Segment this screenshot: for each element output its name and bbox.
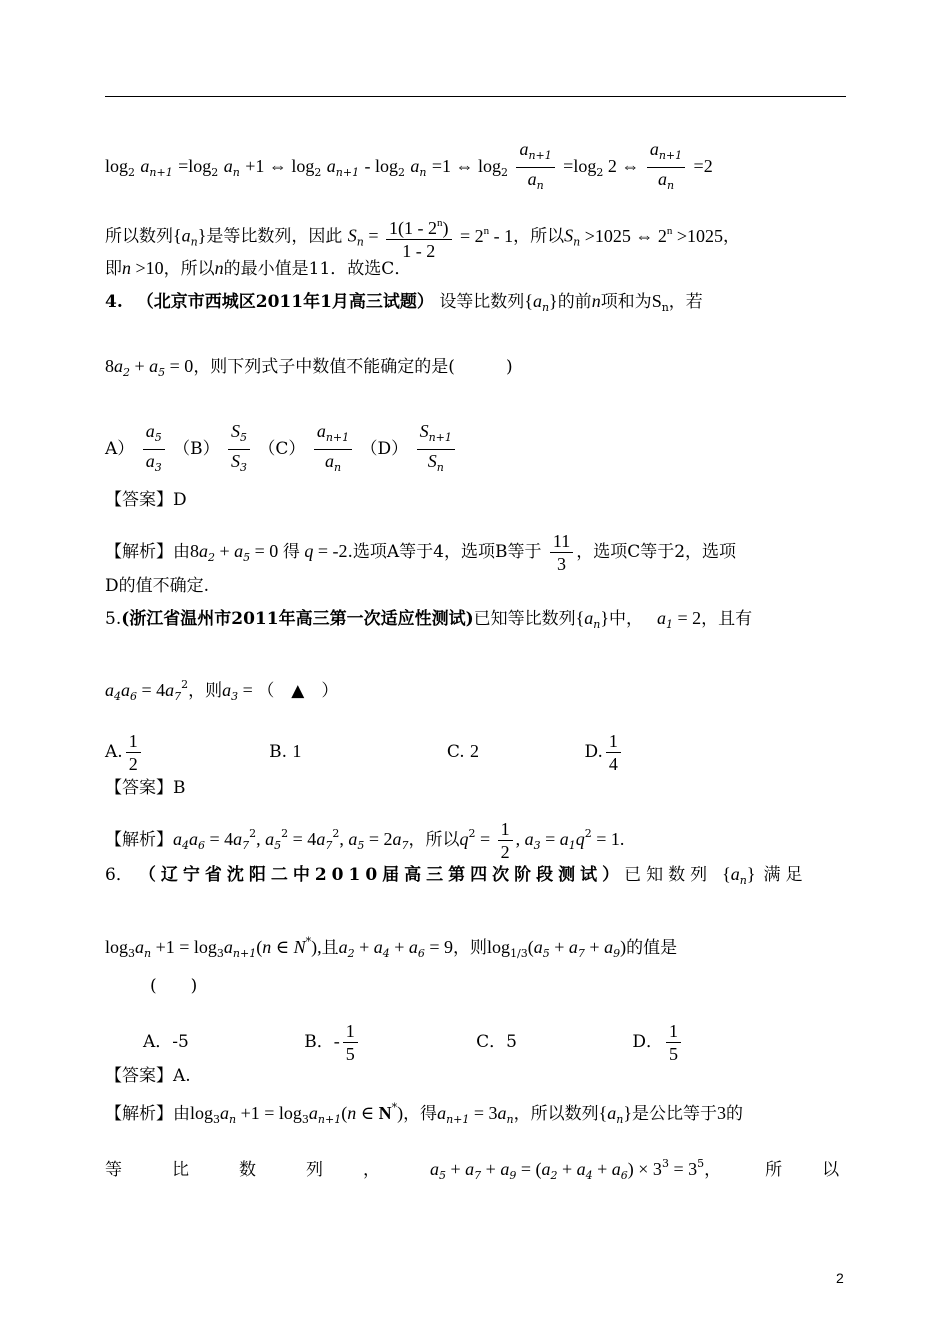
q5-stem: 5.(浙江省温州市2011年高三第一次适应性测试)已知等比数列$\{a_n\}$中， $a_1 = 2$，且有	[105, 608, 753, 631]
q4-explanation: 【解析】由$8a_2 + a_5 = 0$ 得 q = -2.选项A等于4，选项B等于 $\frac{11}{3}$ ，选项C等于2，选项	[105, 531, 737, 574]
q5-explanation: 【解析】$a_4a_6 = 4a_7^2$, $a_5^2 = 4a_7^2$, $a_5 = 2a_7$，所以$q^2$ = $\frac{1}{2}$ , $a_3 = a_1q^2 = 1$.	[105, 819, 625, 862]
q4-answer: 【答案】D	[105, 490, 187, 510]
q5-options: A. $\frac{1}{2}$ B. 1 C. 2 D. $\frac{1}{4}$	[105, 730, 624, 775]
header-rule	[105, 96, 846, 97]
q6-condition: $\log_3a_n +1 = \log_3a_{n+1}(n$ ∈ N*),且$a_2 + a_4 + a_6 = 9$，则$\log_{1/3}(a_5 + a_7 + a_9)$的值是	[105, 935, 678, 960]
q4-explanation-2: D的值不确定.	[105, 576, 210, 596]
q6-explanation-2: 等 比 数 列 ， $a_5 + a_7 + a_9 = (a_2 + a_4 + a_6) \times 3^3 = 3^5$， 所 以	[105, 1157, 840, 1182]
q6-options: A．-5 B．- $\frac{1}{5}$ C．5 D． $\frac{1}{5}$	[143, 1020, 684, 1065]
q4-condition: $8a_2 + a_5 = 0$，则下列式子中数值不能确定的是( )	[105, 356, 513, 379]
q5-answer: 【答案】B	[105, 778, 186, 798]
q5-condition: $a_4a_6 = 4a_7^2$，则$a_3$ = （ ▲ ）	[105, 678, 339, 703]
q6-answer: 【答案】A.	[105, 1066, 191, 1086]
q6-paren: ( )	[150, 976, 198, 996]
prev-formula-line: $\log_2 a_{n+1} =\log_2$ $a_n +1$ ⇔ $\log_2 a_{n+1} - \log_2 a_n =1$ ⇔ $\log_2$ $\frac{a_{n+1}}{a_n}$ $=\log_2$ 2 ⇔ $\frac{a_{n+1}}{a_n}$ =2	[105, 139, 713, 192]
q4-stem: 4. （北京市西城区2011年1月高三试题） 设等比数列$\{a_n\}$的前n项和为$S_n$，若	[105, 291, 703, 314]
q4-options: A） $\frac{a_5}{a_3}$ （B） $\frac{S_5}{S_3}$ （C） $\frac{a_{n+1}}{a_n}$ （D） $\frac{S_{n+1}}{S_n}$	[105, 420, 458, 479]
q6-stem: 6． （辽宁省沈阳二中2010届高三第四次阶段测试）已知数列 $\{a_n\}$ 满足	[105, 864, 808, 887]
prev-line-3: 即n >10，所以n的最小值是11．故选C．	[105, 258, 412, 279]
q6-explanation: 【解析】由$\log_3a_n +1 = \log_3a_{n+1}(n$ ∈ N*)，得$a_{n+1} = 3a_n$，所以数列$\{a_n\}$是公比等于3的	[105, 1101, 743, 1126]
page-number: 2	[836, 1270, 844, 1286]
prev-line-2: 所以数列$\{a_n\}$是等比数列，因此 $S_n$ = $\frac{1(1 - 2^n)}{1 - 2}$ = $2^n - 1$，所以$S_n >1025$ ⇔ $2^n >1025$，	[105, 212, 740, 262]
